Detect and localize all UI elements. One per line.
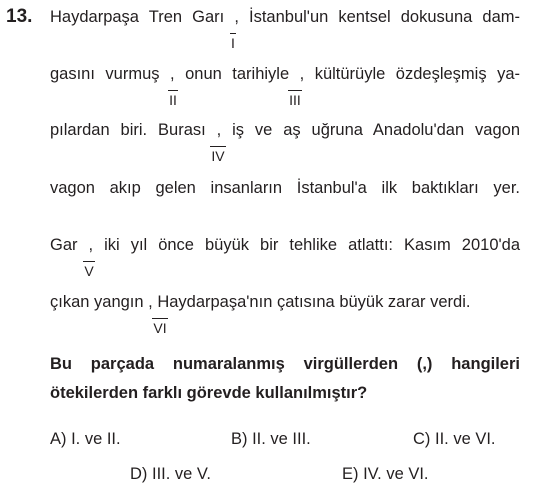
passage-line-5: Gar , iki yıl önce büyük bir tehlike atlattı: Kasım 2010'da bbox=[50, 236, 520, 254]
option-b[interactable]: B) II. ve III. bbox=[231, 430, 311, 448]
comma-marker-3: III bbox=[289, 92, 301, 108]
comma-marker-1: I bbox=[231, 35, 235, 51]
comma-marker-4: IV bbox=[211, 148, 225, 164]
passage-line-4: vagon akıp gelen insanların İstanbul'a ilk baktıkları yer. bbox=[50, 179, 520, 197]
comma-marker-5: V bbox=[84, 263, 94, 279]
comma-marker-6: VI bbox=[153, 320, 167, 336]
passage-line-1: Haydarpaşa Tren Garı , İstanbul'un kentsel dokusuna dam- bbox=[50, 8, 520, 26]
option-e[interactable]: E) IV. ve VI. bbox=[342, 465, 429, 483]
option-d[interactable]: D) III. ve V. bbox=[130, 465, 212, 483]
passage-line-2: gasını vurmuş , onun tarihiyle , kültürüyle özdeşleşmiş ya- bbox=[50, 65, 520, 83]
option-c[interactable]: C) II. ve VI. bbox=[413, 430, 496, 448]
comma-marker-2: II bbox=[169, 92, 177, 108]
question-prompt-line-1: Bu parçada numaralanmış virgüllerden (,) hangileri bbox=[50, 355, 520, 373]
option-a[interactable]: A) I. ve II. bbox=[50, 430, 121, 448]
passage-line-6: çıkan yangın , Haydarpaşa'nın çatısına büyük zarar verdi. bbox=[50, 293, 471, 311]
question-number: 13. bbox=[6, 6, 33, 27]
passage-line-3: pılardan biri. Burası , iş ve aş uğruna Anadolu'dan vagon bbox=[50, 121, 520, 139]
question-prompt-line-2: ötekilerden farklı görevde kullanılmıştır? bbox=[50, 384, 368, 402]
